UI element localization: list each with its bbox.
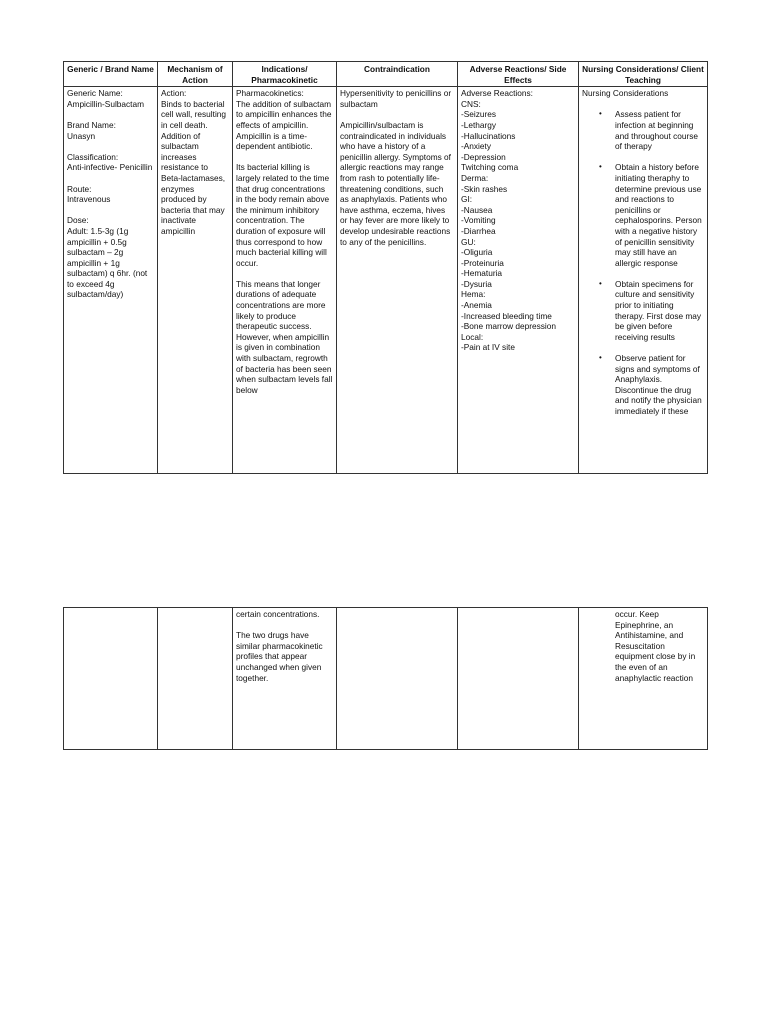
list-item xyxy=(615,609,704,683)
contraindication-paragraph-1: Hypersenitivity to penicillins or sulbactam xyxy=(340,88,454,109)
cell-contraindication-cont xyxy=(337,608,458,750)
classification-value: Anti-infective- Penicillin xyxy=(67,162,153,173)
adverse-line: -Depression xyxy=(461,151,506,162)
brand-name-label: Brand Name: xyxy=(67,119,116,130)
adverse-line: -Hematuria xyxy=(461,268,503,279)
cell-adverse-reactions-cont xyxy=(458,608,579,750)
dose-value: Adult: 1.5-3g (1g ampicillin + 0.5g sulbactam – 2g ampicillin + 1g sulbactam) q 6hr. (not to exceed 4g sulbactam/day) xyxy=(67,225,150,300)
route-value: Intravenous xyxy=(67,194,111,205)
table-row xyxy=(64,87,708,474)
nursing-item-text-continued: occur. Keep Epinephrine, an Antihistamine, and Resuscitation equipment close by in the even of an anaphylactic reaction xyxy=(615,609,696,683)
table-row xyxy=(64,608,708,750)
nursing-list xyxy=(582,109,704,416)
adverse-line: -Diarrhea xyxy=(461,225,496,236)
adverse-line: Adverse Reactions: xyxy=(461,88,533,99)
list-item xyxy=(599,278,704,343)
adverse-line: Twitching coma xyxy=(461,162,519,173)
adverse-line: -Nausea xyxy=(461,204,493,215)
drug-study-table xyxy=(63,61,708,474)
nursing-item-text: Assess patient for infection at beginning and throughout course of therapy xyxy=(615,109,699,152)
cell-indications xyxy=(233,87,337,474)
adverse-line: -Anxiety xyxy=(461,141,491,152)
nursing-list-continued xyxy=(582,609,704,683)
brand-name-value: Unasyn xyxy=(67,130,96,141)
nursing-item-text: Obtain specimens for culture and sensitivity prior to initiating therapy. First dose may be given before receiving results xyxy=(615,278,702,342)
contraindication-paragraph-2: Ampicillin/sulbactam is contraindicated in individuals who have a history of a penicillin allergy. Symptoms of allergic reactions may range from rash to potentially life-threatening conditions, such as anaphylaxis. Patients who have asthma, eczema, hives or hay fever are more likely to develop undesirable reactions to any of the penicillins. xyxy=(340,119,454,247)
pharmacokinetics-continued-2: The two drugs have similar pharmacokinetic profiles that appear unchanged when given together. xyxy=(236,630,325,683)
header-mechanism: Mechanism of Action xyxy=(158,62,233,87)
cell-mechanism-cont xyxy=(158,608,233,750)
pharmacokinetics-paragraph-2: Its bacterial killing is largely related to the time that drug concentrations in the body remain above the minimum inhibitory concentration. The duration of exposure will thus correspond to how much bacterial killing will occur. xyxy=(236,162,332,268)
drug-study-table-continued xyxy=(63,607,708,750)
cell-indications-cont xyxy=(233,608,337,750)
action-text: Binds to bacterial cell wall, resulting in cell death. Addition of sulbactam increases resistance to Beta-lactamases, enzymes produced by bacteria that may inactivate ampicillin xyxy=(161,98,229,236)
adverse-line: -Lethargy xyxy=(461,119,497,130)
generic-name-label: Generic Name: xyxy=(67,88,123,99)
adverse-line: -Skin rashes xyxy=(461,183,508,194)
cell-nursing-considerations xyxy=(579,87,708,474)
dose-label: Dose: xyxy=(67,215,89,226)
adverse-line: -Increased bleeding time xyxy=(461,310,552,321)
header-indications: Indications/ Pharmacokinetic xyxy=(233,62,337,87)
classification-label: Classification: xyxy=(67,151,119,162)
cell-contraindication xyxy=(337,87,458,474)
nursing-item-text: Obtain a history before initiating theraphy to determine previous use and reactions to penicillins or cephalosporins. Person with a negative history of penicillin sensitivity may still have an allergic response xyxy=(615,162,702,268)
header-nursing-considerations: Nursing Considerations/ Client Teaching xyxy=(579,62,708,87)
list-item xyxy=(599,109,704,152)
adverse-line: -Seizures xyxy=(461,109,497,120)
adverse-line: -Vomiting xyxy=(461,215,496,226)
adverse-line: -Hallucinations xyxy=(461,130,516,141)
adverse-line: GU: xyxy=(461,236,476,247)
adverse-line: GI: xyxy=(461,194,473,205)
header-generic-brand: Generic / Brand Name xyxy=(64,62,158,87)
cell-adverse-reactions xyxy=(458,87,579,474)
list-item xyxy=(599,162,704,268)
list-item xyxy=(599,353,704,417)
adverse-line: -Bone marrow depression xyxy=(461,321,556,332)
adverse-line: Local: xyxy=(461,331,484,342)
cell-nursing-considerations-cont xyxy=(579,608,708,750)
cell-generic-brand xyxy=(64,87,158,474)
adverse-line: Derma: xyxy=(461,172,489,183)
adverse-line: -Proteinuria xyxy=(461,257,504,268)
adverse-line: Hema: xyxy=(461,289,486,300)
bullet-icon: • xyxy=(599,109,602,119)
action-label: Action: xyxy=(161,88,187,99)
generic-name-value: Ampicillin-Sulbactam xyxy=(67,98,145,109)
table-header-row xyxy=(64,62,708,87)
pharmacokinetics-paragraph-3: This means that longer durations of adequate concentrations are more likely to produce therapeutic success. However, when ampicillin is given in combination with sulbactam, regrowth of bacteria has been seen when sulbactam levels fall below xyxy=(236,278,335,395)
cell-generic-brand-cont xyxy=(64,608,158,750)
adverse-line: -Dysuria xyxy=(461,278,492,289)
nursing-label: Nursing Considerations xyxy=(582,88,669,99)
adverse-line: CNS: xyxy=(461,98,481,109)
pharmacokinetics-paragraph-1: The addition of sulbactam to ampicillin enhances the effects of ampicillin. Ampicillin is a time-dependent antibiotic. xyxy=(236,98,334,152)
adverse-line: -Oliguria xyxy=(461,247,493,258)
adverse-line: -Anemia xyxy=(461,300,492,311)
bullet-icon: • xyxy=(599,278,602,288)
pharmacokinetics-continued-1: certain concentrations. xyxy=(236,609,320,619)
adverse-line: -Pain at IV site xyxy=(461,342,515,353)
bullet-icon: • xyxy=(599,353,602,363)
header-adverse-reactions: Adverse Reactions/ Side Effects xyxy=(458,62,579,87)
cell-mechanism xyxy=(158,87,233,474)
bullet-icon: • xyxy=(599,162,602,172)
pharmacokinetics-label: Pharmacokinetics: xyxy=(236,88,304,99)
route-label: Route: xyxy=(67,183,92,194)
header-contraindication: Contraindication xyxy=(337,62,458,87)
nursing-item-text: Observe patient for signs and symptoms of Anaphylaxis. Discontinue the drug and notify the physician immediately if these xyxy=(615,353,702,416)
